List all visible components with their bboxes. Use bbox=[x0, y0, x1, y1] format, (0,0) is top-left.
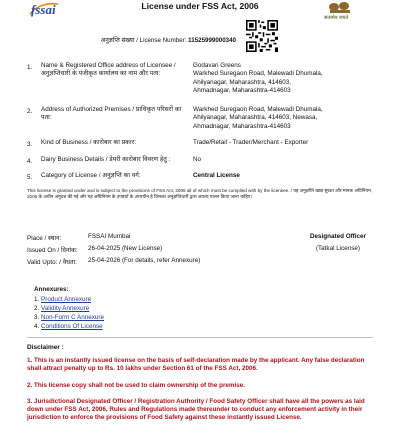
value-line: Ahmadnagar, Maharashtra-414603 bbox=[193, 87, 291, 95]
value-line: Godavari Greens bbox=[193, 62, 241, 69]
document-title: License under FSS Act, 2006 bbox=[141, 1, 259, 11]
value-line: Trade/Retail - Trader/Merchant - Exporter bbox=[193, 139, 309, 146]
license-conditions-text: This license is granted under and is subject to the provisions of FSS Act, 2006 all of which must be complied with by the licensee. / यह अनुज्ञप्ति खाद्य सुरक्षा और मानक अधिनियम, 2006 के अधीन अनुदत्त की गई और यह अधिनियम के उपबंधों के अध्यधीन है जिनका अनुज्ञप्तिधारी द्वारा अवश्य पालन किया जाना चाहिए। bbox=[27, 188, 373, 200]
fssai-logo-text: fssai bbox=[31, 2, 56, 17]
license-number-value: 11525999000340 bbox=[188, 37, 236, 44]
annexure-link-conditions[interactable]: Conditions Of License bbox=[41, 323, 103, 330]
disclaimer-heading: Disclaimer : bbox=[27, 344, 64, 351]
annexure-link-validity[interactable]: Validity Annexure bbox=[41, 305, 90, 312]
national-emblem-icon bbox=[322, 0, 368, 20]
annexure-item bbox=[34, 314, 104, 321]
qr-code-icon bbox=[246, 20, 278, 52]
place-label: Place / स्थान: bbox=[27, 235, 62, 242]
value-line: Ahilyanagar, Maharashtra, 414603, bbox=[193, 78, 292, 86]
annexures-heading: Annexures: bbox=[34, 286, 69, 293]
field-label-category: Category of License / अनुज्ञप्ति का वर्ग: bbox=[41, 172, 141, 179]
field-label-business-kind: Kind of Business / कारोबार का प्रकार: bbox=[41, 139, 136, 146]
field-value-dairy bbox=[193, 156, 383, 164]
value-line: Warkhed Suregaon Road, Malewadi Dhumala, bbox=[193, 70, 323, 78]
field-number: 2. bbox=[27, 108, 33, 115]
field-label-dairy: Dairy Business Details / डेयरी कारोबार विवरण हेतु : bbox=[41, 156, 171, 163]
field-number: 5. bbox=[27, 174, 33, 181]
disclaimer-item-1: 1. This is an instantly issued license on the basis of self-declaration made by the applicant. Any false declaration shall attract penalty up to Rs. 10 lakhs under Section 61 of the FSS Act, 2006. bbox=[27, 357, 365, 373]
signature-icon bbox=[312, 250, 374, 280]
designated-officer-title: Designated Officer bbox=[310, 233, 366, 240]
annexure-number: 4. bbox=[34, 323, 40, 330]
license-number-label: अनुज्ञप्ति संख्या / License Number: bbox=[100, 37, 187, 44]
license-number-row bbox=[0, 35, 236, 44]
value-line: No bbox=[193, 156, 202, 163]
field-number: 4. bbox=[27, 158, 33, 165]
valid-upto-value: 25-04-2026 (For details, refer Annexure) bbox=[88, 257, 201, 264]
field-value-category bbox=[193, 172, 383, 180]
place-value: FSSAI Mumbai bbox=[88, 233, 131, 240]
field-value-business-kind bbox=[193, 139, 383, 147]
annexure-item bbox=[34, 323, 103, 330]
field-number: 3. bbox=[27, 141, 33, 148]
annexure-number: 1. bbox=[34, 296, 40, 303]
value-line: Ahilyanagar, Maharashtra, 414603, Newasa, bbox=[193, 114, 318, 122]
divider bbox=[27, 337, 373, 338]
annexure-item bbox=[34, 296, 91, 303]
field-value-premises bbox=[193, 106, 383, 131]
designated-officer-subtitle: (Tatkal License) bbox=[315, 245, 361, 252]
field-number: 1. bbox=[27, 64, 33, 71]
issued-label: Issued On / दिनांक: bbox=[27, 247, 78, 254]
emblem-motto: सत्यमेव जयते bbox=[324, 15, 349, 20]
value-line: Central License bbox=[193, 172, 240, 179]
annexure-link-non-form-c[interactable]: Non-Form C Annexure bbox=[41, 314, 105, 321]
issued-value: 26-04-2025 (New License) bbox=[88, 245, 163, 252]
disclaimer-item-2: 2. This license copy shall not be used to claim ownership of the premise. bbox=[27, 382, 245, 389]
valid-upto-label: Valid Upto: / वैधता: bbox=[27, 259, 77, 266]
annexure-item bbox=[34, 305, 89, 312]
annexure-number: 3. bbox=[34, 314, 40, 321]
annexure-link-product[interactable]: Product Annexure bbox=[41, 296, 92, 303]
field-value-licensee bbox=[193, 62, 383, 96]
annexure-number: 2. bbox=[34, 305, 40, 312]
disclaimer-item-3: 3. Jurisdictional Designated Officer / Registration Authority / Food Safety Officer shall have all the powers as laid down under FSS Act, 2006, Rules and Regulations made thereunder to conduct any enforcement activity in their jurisdiction to enforce the provisions of Food Safety against these instantly issued License. bbox=[27, 398, 365, 422]
field-label-premises: Address of Authorized Premises / प्राधिकृत परिसरों का पता: bbox=[41, 106, 182, 122]
value-line: Ahmadnagar, Maharashtra-414603 bbox=[193, 122, 291, 130]
value-line: Warkhed Suregaon Road, Malewadi Dhumala, bbox=[193, 106, 323, 113]
field-label-licensee: Name & Registered Office address of Licensee / अनुज्ञप्तिधारी के पंजीकृत कार्यालय का नाम और पता: bbox=[41, 62, 176, 78]
